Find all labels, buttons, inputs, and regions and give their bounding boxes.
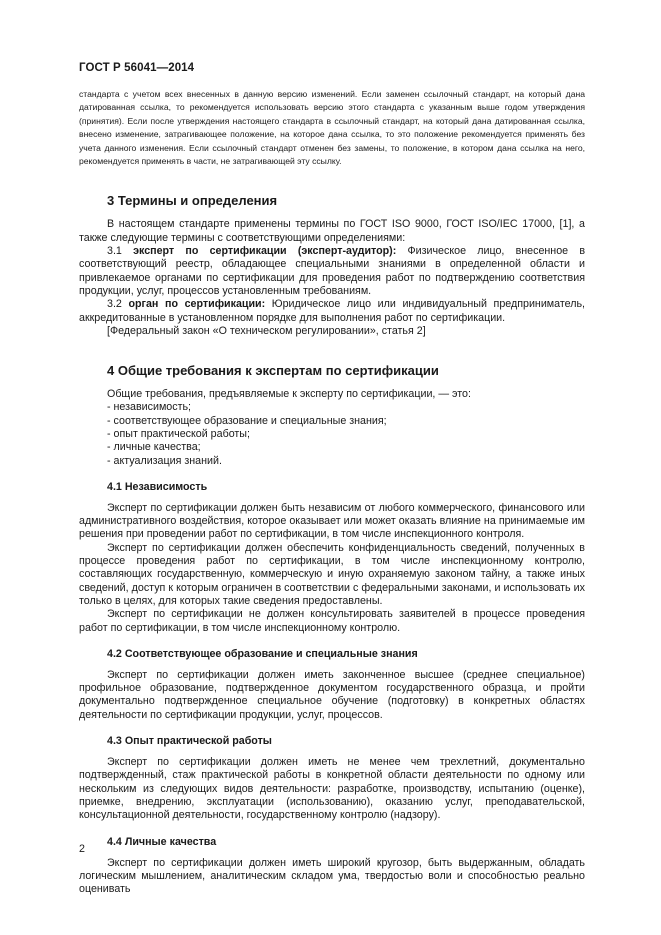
term-3-1-number: 3.1 [107, 245, 134, 258]
page-content [79, 88, 585, 896]
page-number: 2 [79, 843, 85, 855]
term-3-2 [79, 298, 585, 325]
section-3-intro: В настоящем стандарте применены термины по ГОСТ ISO 9000, ГОСТ ISO/IEC 17000, [1], а также следующие термины с соответствующими определениями: [79, 218, 585, 244]
subsection-4-4-paragraph-1: Эксперт по сертификации должен иметь широкий кругозор, быть выдержанным, обладать логическим мышлением, аналитическим складом ума, твердостью воли и способностью реально оценивать [79, 856, 585, 896]
subsection-4-2-paragraph-1: Эксперт по сертификации должен иметь законченное высшее (среднее специальное) профильное образование, подтвержденное документом государственного образца, и пройти документально подтвержденное специальное обучение (подготовку) в конкретных областях деятельности по сертификации продукции, услуг, процессов. [79, 668, 585, 721]
term-3-2-source: [Федеральный закон «О техническом регулировании», статья 2] [107, 324, 426, 337]
subsection-4-3-title: 4.3 Опыт практической работы [107, 735, 272, 748]
subsection-4-1-paragraph-1: Эксперт по сертификации должен быть независим от любого коммерческого, финансового или административного воздействия, которое оказывает или может оказать влияние на принимаемые им решения при проведении работ по сертификации, в том числе инспекционного контроля. [79, 501, 585, 541]
term-3-2-name: орган по сертификации: [128, 298, 266, 311]
term-3-2-number: 3.2 [107, 298, 129, 311]
section-4-intro: Общие требования, предъявляемые к эксперту по сертификации, — это: [107, 388, 471, 401]
document-code-header: ГОСТ Р 56041—2014 [79, 62, 195, 74]
term-3-1-definition: Физическое лицо, внесенное в соответствующий реестр, обладающее специальными знаниями в определенной области и привлекаемое органами по сертификации для проведения работ по подтверждению соответствия продукции, услуг, процессов установленным требованиям. [79, 245, 586, 297]
term-3-1 [79, 245, 585, 298]
intro-note-paragraph: стандарта с учетом всех внесенных в данную версию изменений. Если заменен ссылочный стандарт, на который дана датированная ссылка, то рекомендуется использовать версию этого стандарта с указанным выше годом утверждения (принятия). Если после утверждения настоящего стандарта в ссылочный стандарт, на который дана датированная ссылка, внесено изменение, затрагивающее положение, на которое дана ссылка, то это положение рекомендуется применять без учета данного изменения. Если ссылочный стандарт отменен без замены, то положение, в котором дана ссылка на него, рекомендуется применять в части, не затрагивающей эту ссылку. [79, 89, 585, 167]
subsection-4-1-paragraph-3: Эксперт по сертификации не должен консультировать заявителей в процессе проведения работ по сертификации, в том числе инспекционному контролю. [79, 608, 585, 634]
subsection-4-1-paragraph-2: Эксперт по сертификации должен обеспечить конфиденциальность сведений, полученных в процессе проведения работ по сертификации, в том числе инспекционному контролю, составляющих государственную, коммерческую и иную охраняемую законом тайну, а также иных сведений, доступ к которым ограничен в соответствии с федеральными законами, и использовать их только в целях, для которых такие сведения предоставлены. [79, 541, 585, 607]
subsection-4-1-title: 4.1 Независимость [107, 480, 208, 493]
section-4-title: 4 Общие требования к экспертам по сертификации [107, 363, 439, 379]
subsection-4-2-title: 4.2 Соответствующее образование и специальные знания [107, 647, 418, 660]
list-item: - соответствующее образование и специальные знания; [107, 415, 585, 428]
list-item: - опыт практической работы; [107, 428, 585, 441]
requirements-list [79, 401, 585, 467]
list-item: - актуализация знаний. [107, 455, 585, 468]
term-3-1-name: эксперт по сертификации (эксперт-аудитор): [133, 245, 397, 258]
list-item: - независимость; [107, 401, 585, 414]
term-3-2-definition: Юридическое лицо или индивидуальный предприниматель, аккредитованные в установленном порядке для выполнения работ по сертификации. [79, 298, 585, 324]
section-3-title: 3 Термины и определения [107, 193, 278, 209]
list-item: - личные качества; [107, 441, 585, 454]
subsection-4-3-paragraph-1: Эксперт по сертификации должен иметь не менее чем трехлетний, документально подтвержденный, стаж практической работы в конкретной области деятельности по одному или нескольким из следующих видов деятельности: разработке, производству, испытанию (оценке), приемке, внедрению, эксплуатации (использованию), оказанию услуг, преподавательской, консультационной деятельности, государственному контролю (надзору). [79, 756, 585, 822]
subsection-4-4-title: 4.4 Личные качества [107, 835, 217, 848]
